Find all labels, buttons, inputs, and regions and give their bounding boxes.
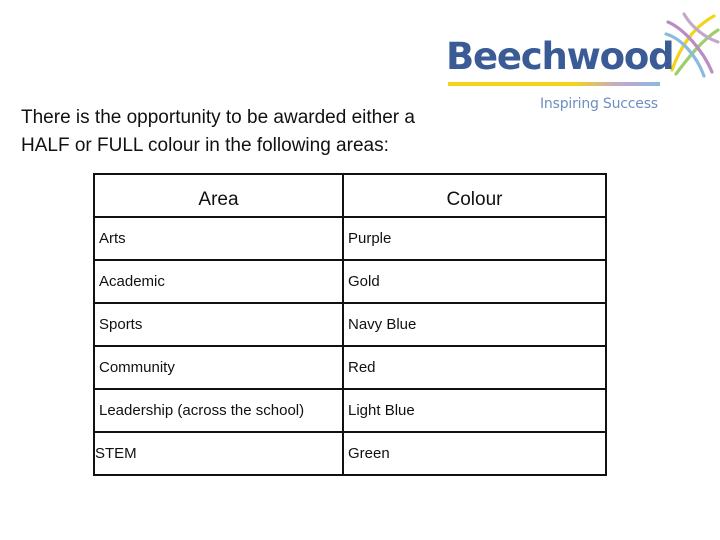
colour-cell: Purple <box>343 217 606 260</box>
intro-line-2: HALF or FULL colour in the following areas: <box>21 135 389 156</box>
logo-wordmark: Beechwood <box>446 35 674 78</box>
logo-underline <box>448 82 660 86</box>
colour-cell: Gold <box>343 260 606 303</box>
logo-tagline: Inspiring Success <box>540 96 658 112</box>
colour-cell: Green <box>343 432 606 475</box>
intro-line-1: There is the opportunity to be awarded either a <box>21 107 415 128</box>
table-row <box>94 303 606 346</box>
header-colour: Colour <box>343 174 606 217</box>
area-cell: Academic <box>94 260 343 303</box>
area-cell: Arts <box>94 217 343 260</box>
area-cell: Sports <box>94 303 343 346</box>
colour-cell: Light Blue <box>343 389 606 432</box>
table-row <box>94 217 606 260</box>
table-row <box>94 432 606 475</box>
colour-areas-table <box>93 173 607 476</box>
area-cell: Leadership (across the school) <box>94 389 343 432</box>
colour-cell: Navy Blue <box>343 303 606 346</box>
table-row <box>94 389 606 432</box>
colour-cell: Red <box>343 346 606 389</box>
table-row <box>94 346 606 389</box>
table-row <box>94 260 606 303</box>
beechwood-logo <box>440 8 720 120</box>
header-area: Area <box>94 174 343 217</box>
table-header-row <box>94 174 606 217</box>
intro-text <box>21 104 461 160</box>
area-cell: STEM <box>94 432 343 475</box>
area-cell: Community <box>94 346 343 389</box>
